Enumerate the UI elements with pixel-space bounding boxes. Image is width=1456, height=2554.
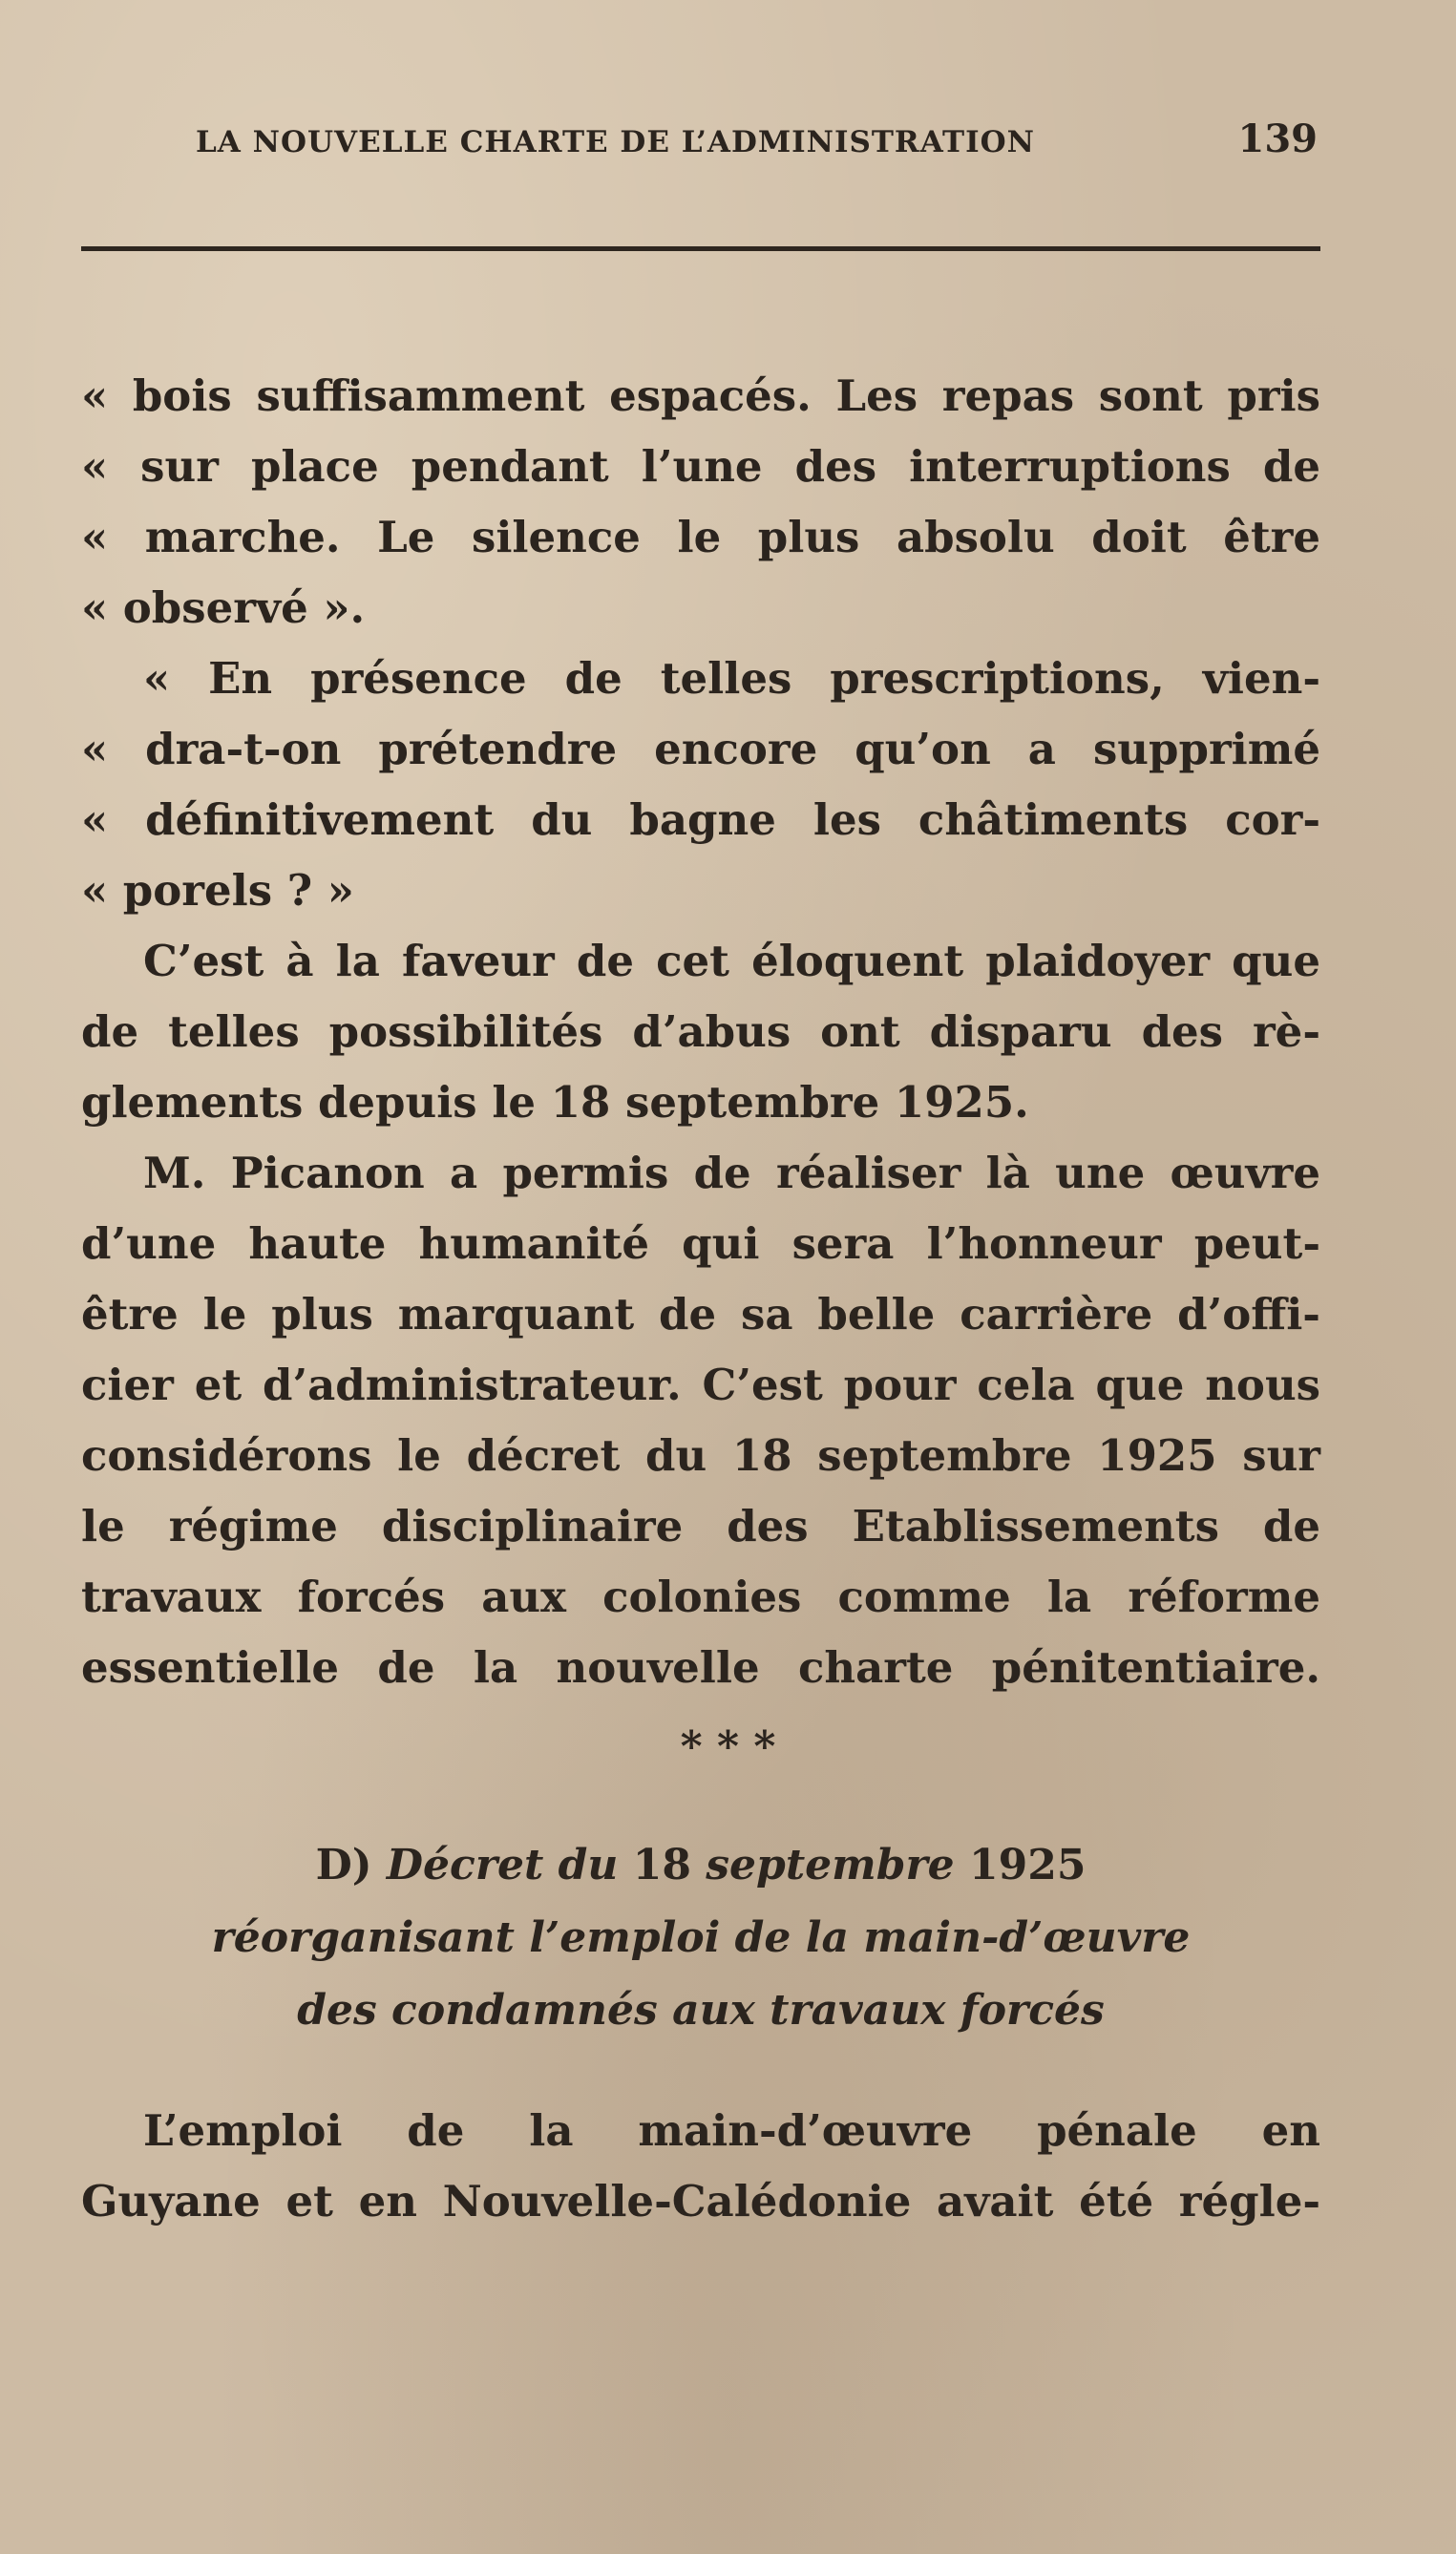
heading-title-part1: Décret du xyxy=(386,1841,619,1889)
text-line: « marche. Le silence le plus absolu doit être xyxy=(81,512,1320,562)
text-line: travaux forcés aux colonies comme la réforme xyxy=(81,1572,1320,1622)
heading-year: 1925 xyxy=(968,1841,1087,1889)
header-rule xyxy=(81,246,1320,251)
section-heading xyxy=(81,1829,1320,2047)
heading-title-part2: septembre xyxy=(706,1841,955,1889)
text-line: cier et d’administrateur. C’est pour cela que nous xyxy=(81,1360,1320,1410)
text-line: essentielle de la nouvelle charte pénitentiaire. xyxy=(81,1642,1320,1693)
closing-text xyxy=(81,2096,1320,2237)
text-line: glements depuis le 18 septembre 1925. xyxy=(81,1077,1029,1128)
section-separator: * * * xyxy=(680,1722,776,1771)
text-line: le régime disciplinaire des Etablissements de xyxy=(81,1501,1320,1551)
text-line: « définitivement du bagne les châtiments cor- xyxy=(81,794,1320,845)
text-line: être le plus marquant de sa belle carrière d’offi- xyxy=(81,1289,1320,1340)
text-line: de telles possibilités d’abus ont disparu des rè- xyxy=(81,1006,1320,1057)
heading-line-2: réorganisant l’emploi de la main-d’œuvre xyxy=(211,1913,1191,1962)
heading-line-1 xyxy=(81,1829,1320,1902)
running-head-title: LA NOUVELLE CHARTE DE L’ADMINISTRATION xyxy=(196,125,1035,159)
text-line: M. Picanon a permis de réaliser là une œuvre xyxy=(143,1148,1320,1198)
text-line: « dra-t-on prétendre encore qu’on a supprimé xyxy=(81,724,1320,774)
running-head xyxy=(196,116,1318,174)
text-line: « bois suffisamment espacés. Les repas sont pris xyxy=(81,370,1320,421)
text-line: « sur place pendant l’une des interruptions de xyxy=(81,441,1320,492)
text-line: L’emploi de la main-d’œuvre pénale en xyxy=(143,2105,1320,2156)
body-text xyxy=(81,361,1320,1703)
text-line: « En présence de telles prescriptions, vien- xyxy=(143,653,1320,704)
text-line: « observé ». xyxy=(81,582,366,633)
text-line: Guyane et en Nouvelle-Calédonie avait été régle- xyxy=(81,2176,1320,2227)
text-line: considérons le décret du 18 septembre 1925 sur xyxy=(81,1430,1320,1481)
text-line: d’une haute humanité qui sera l’honneur peut- xyxy=(81,1218,1320,1269)
heading-label: D) xyxy=(315,1841,372,1889)
text-line: « porels ? » xyxy=(81,865,354,916)
page-number: 139 xyxy=(1237,116,1318,161)
heading-line-3: des condamnés aux travaux forcés xyxy=(297,1986,1105,2035)
heading-day: 18 xyxy=(632,1841,691,1889)
text-line: C’est à la faveur de cet éloquent plaidoyer que xyxy=(143,936,1320,986)
